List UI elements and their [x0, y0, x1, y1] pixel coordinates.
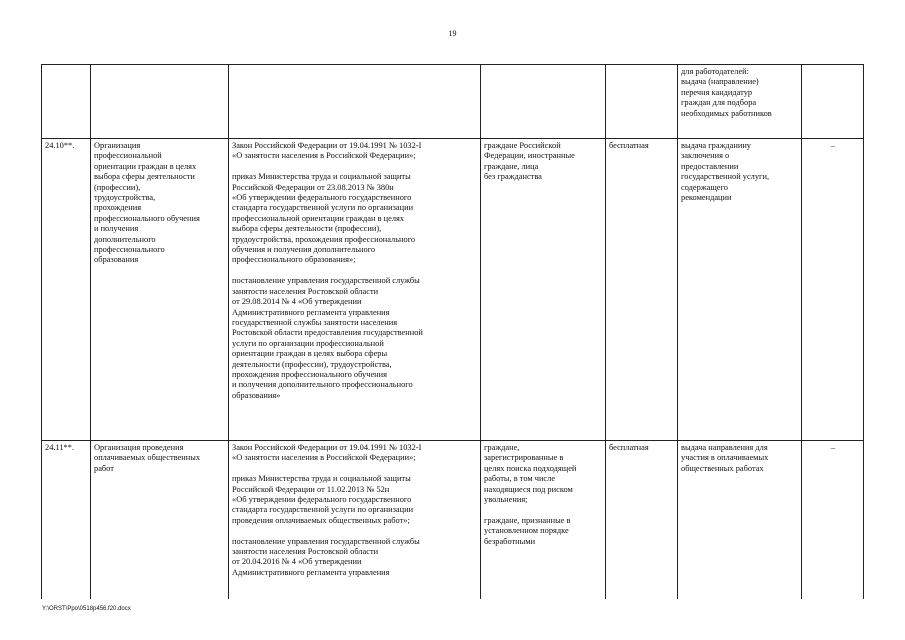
- cell-legal-basis: Закон Российской Федерации от 19.04.1991 № 1032-I «О занятости населения в Российской Федерации»; приказ Министерства труда и социальной защиты Российской Федерации от 23.08.2013 № 380н «Об утверждении федерального государственного стандарта государственной услуги по организации профессиональной ориентации граждан в целях выбора сферы деятельности (профессии), трудоустройства, прохождения профессионального обучения и получения дополнительного профессионального образования»; постановление управления государственной службы занятости населения Ростовской области от 29.08.2014 № 4 «Об утверждении Административного регламента управления государственной службы занятости населения Ростовской области предоставления государственной услуги по организации профессиональной ориентации граждан в целях выбора сферы деятельности (профессии), трудоустройства, прохождения профессионального обучения и получения дополнительного профессионального образования»: [229, 139, 481, 441]
- cell-result: выдача направления для участия в оплачиваемых общественных работах: [678, 441, 802, 600]
- cell-legal-basis: [229, 65, 481, 139]
- cell-note: [802, 65, 864, 139]
- cell-result: для работодателей: выдача (направление) перечня кандидатур граждан для подбора необходимых работников: [678, 65, 802, 139]
- footer-file-path: Y:\ORST\Ppo\0518p456.f20.docx: [42, 606, 131, 612]
- cell-legal-basis: Закон Российской Федерации от 19.04.1991 № 1032-I «О занятости населения в Российской Федерации»; приказ Министерства труда и социальной защиты Российской Федерации от 11.02.2013 № 52н «Об утверждении федерального государственного стандарта государственной услуги по организации проведения оплачиваемых общественных работ»; постановление управления государственной службы занятости населения Ростовской области от 20.04.2016 № 4 «Об утверждении Административного регламента управления: [229, 441, 481, 600]
- cell-recipients: [481, 65, 606, 139]
- services-table: [41, 64, 864, 599]
- cell-payment: бесплатная: [606, 139, 678, 441]
- cell-payment: [606, 65, 678, 139]
- cell-number: 24.11**.: [42, 441, 91, 600]
- cell-recipients: граждане, зарегистрированные в целях поиска подходящей работы, в том числе находящиеся под риском увольнения; граждане, признанные в установленном порядке безработными: [481, 441, 606, 600]
- cell-note: –: [802, 441, 864, 600]
- table-row: [42, 441, 864, 600]
- table-row-continuation: [42, 65, 864, 139]
- cell-result: выдача гражданину заключения о предоставлении государственной услуги, содержащего рекомендации: [678, 139, 802, 441]
- cell-note: –: [802, 139, 864, 441]
- cell-payment: бесплатная: [606, 441, 678, 600]
- cell-service: [91, 65, 229, 139]
- cell-number: [42, 65, 91, 139]
- cell-service: Организация проведения оплачиваемых общественных работ: [91, 441, 229, 600]
- cell-number: 24.10**.: [42, 139, 91, 441]
- cell-recipients: граждане Российской Федерации, иностранные граждане, лица без гражданства: [481, 139, 606, 441]
- page-number: 19: [448, 29, 457, 38]
- table-row: [42, 139, 864, 441]
- cell-service: Организация профессиональной ориентации граждан в целях выбора сферы деятельности (профессии), трудоустройства, прохождения профессионального обучения и получения дополнительного профессионального образования: [91, 139, 229, 441]
